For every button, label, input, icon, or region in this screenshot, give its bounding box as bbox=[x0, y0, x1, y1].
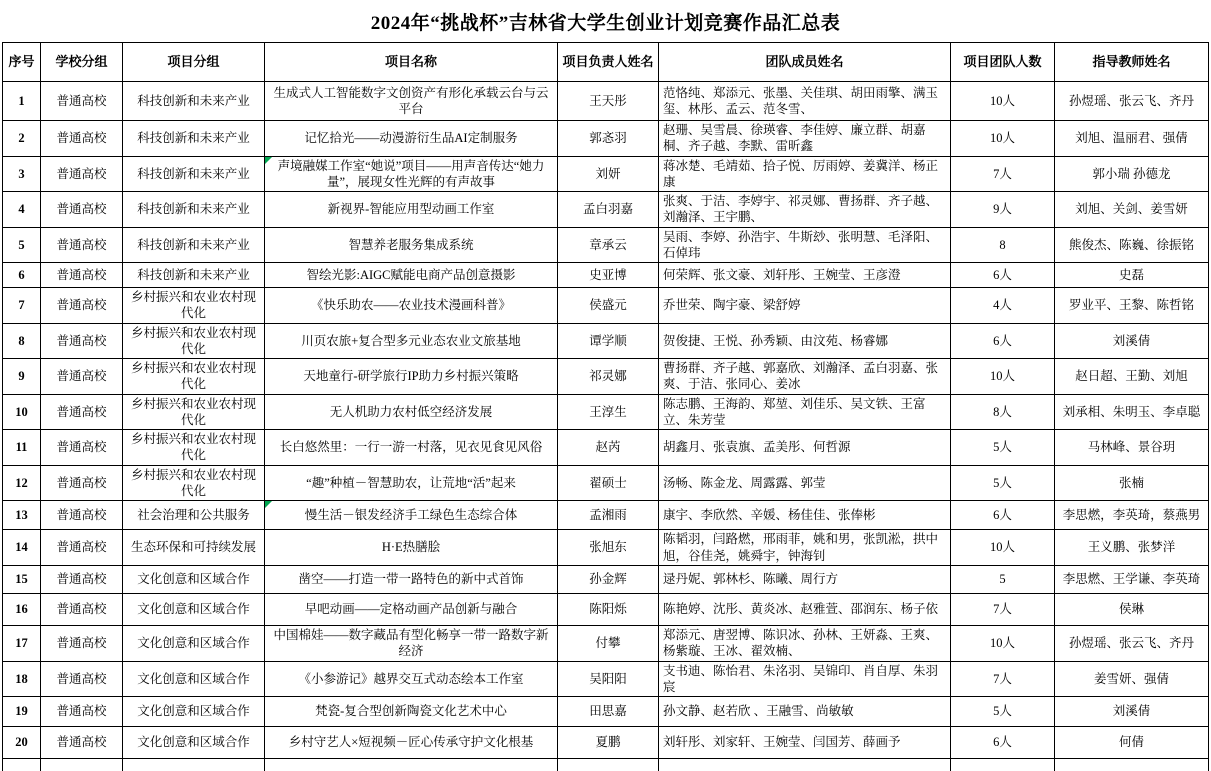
cell-leader-name: 吴阳阳 bbox=[558, 661, 659, 697]
cell-team-members: 何荣辉、张文豪、刘轩彤、王婉莹、王彦澄 bbox=[659, 263, 951, 288]
cell-team-size: 10人 bbox=[951, 530, 1055, 566]
cell-team-size: 4人 bbox=[951, 288, 1055, 324]
cell-project-group: 乡村振兴和农业农村现代化 bbox=[123, 288, 265, 324]
cell-project-name: 无人机助力农村低空经济发展 bbox=[265, 394, 558, 430]
cell-project-group: 乡村振兴和农业农村现代化 bbox=[123, 465, 265, 501]
table-row bbox=[3, 430, 1209, 466]
cell-project-name: 生成式人工智能数字文创资产有形化承载云台与云平台 bbox=[265, 82, 558, 121]
cell-project-group: 文化创意和区域合作 bbox=[123, 697, 265, 727]
cell-advisor-names: 赵日超、王勤、刘旭 bbox=[1055, 359, 1209, 395]
cell-team-size: 6人 bbox=[951, 501, 1055, 530]
cell-project-name: 智绘光影:AIGC赋能电商产品创意摄影 bbox=[265, 263, 558, 288]
cell-project-name: 《快乐助农——农业技术漫画科普》 bbox=[265, 288, 558, 324]
cell-leader-name: 付攀 bbox=[558, 626, 659, 662]
cell-serial: 1 bbox=[3, 82, 41, 121]
column-header-advisor-names: 指导教师姓名 bbox=[1055, 43, 1209, 82]
cell-leader-name: 郭忞羽 bbox=[558, 121, 659, 157]
cell-advisor-names: 张楠 bbox=[1055, 465, 1209, 501]
cell-leader-name: 祁灵娜 bbox=[558, 359, 659, 395]
empty-cell bbox=[558, 759, 659, 771]
cell-leader-name: 赵芮 bbox=[558, 430, 659, 466]
cell-advisor-names: 刘旭、温丽君、强倩 bbox=[1055, 121, 1209, 157]
cell-team-size: 5 bbox=[951, 566, 1055, 594]
cell-school-group: 普通高校 bbox=[41, 192, 123, 228]
empty-cell bbox=[265, 759, 558, 771]
cell-team-size: 7人 bbox=[951, 661, 1055, 697]
cell-school-group: 普通高校 bbox=[41, 323, 123, 359]
cell-serial: 11 bbox=[3, 430, 41, 466]
cell-serial: 17 bbox=[3, 626, 41, 662]
cell-school-group: 普通高校 bbox=[41, 359, 123, 395]
cell-school-group: 普通高校 bbox=[41, 697, 123, 727]
column-header-team-members: 团队成员姓名 bbox=[659, 43, 951, 82]
cell-leader-name: 史亚博 bbox=[558, 263, 659, 288]
cell-leader-name: 陈阳烁 bbox=[558, 594, 659, 626]
empty-cell bbox=[659, 759, 951, 771]
cell-error-indicator-icon bbox=[265, 157, 272, 164]
cell-project-name: 智慧养老服务集成系统 bbox=[265, 227, 558, 263]
cell-project-name: 声境融媒工作室“她说”项目——用声音传达“她力量”，展现女性光辉的有声故事 bbox=[265, 156, 558, 192]
cell-project-name: 天地童行-研学旅行IP助力乡村振兴策略 bbox=[265, 359, 558, 395]
cell-team-members: 陈韬羽，闫路燃，邢雨菲，姚和男，张凯淞，拱中旭，谷佳尧，姚舜宇，钟海钊 bbox=[659, 530, 951, 566]
cell-project-name: “趣”种植－智慧助农，让荒地“活”起来 bbox=[265, 465, 558, 501]
cell-project-name: 梵瓷-复合型创新陶瓷文化艺术中心 bbox=[265, 697, 558, 727]
table-row bbox=[3, 288, 1209, 324]
column-header-serial: 序号 bbox=[3, 43, 41, 82]
cell-team-members: 张爽、于洁、李婷宇、祁灵娜、曹扬群、齐子越、刘瀚泽、王宇鹏、 bbox=[659, 192, 951, 228]
cell-team-size: 10人 bbox=[951, 121, 1055, 157]
cell-team-size: 6人 bbox=[951, 323, 1055, 359]
cell-advisor-names: 刘溪倩 bbox=[1055, 697, 1209, 727]
empty-cell bbox=[123, 759, 265, 771]
cell-school-group: 普通高校 bbox=[41, 288, 123, 324]
cell-advisor-names: 孙煜瑶、张云飞、齐丹 bbox=[1055, 82, 1209, 121]
cell-project-group: 文化创意和区域合作 bbox=[123, 566, 265, 594]
cell-project-group: 乡村振兴和农业农村现代化 bbox=[123, 323, 265, 359]
table-row bbox=[3, 465, 1209, 501]
cell-team-size: 5人 bbox=[951, 697, 1055, 727]
cell-team-members: 吴雨、李婷、孙浩宇、牛斯玅、张明慧、毛泽阳、石倬玮 bbox=[659, 227, 951, 263]
cell-team-size: 7人 bbox=[951, 156, 1055, 192]
cell-team-members: 孙文静、赵若欣 、王融雪、尚敏敏 bbox=[659, 697, 951, 727]
cell-serial: 4 bbox=[3, 192, 41, 228]
table-row bbox=[3, 727, 1209, 759]
cell-project-group: 文化创意和区域合作 bbox=[123, 594, 265, 626]
cell-serial: 3 bbox=[3, 156, 41, 192]
cell-team-members: 蒋冰楚、毛靖茹、拾子悦、厉雨婷、姜冀洋、杨正康 bbox=[659, 156, 951, 192]
cell-leader-name: 张旭东 bbox=[558, 530, 659, 566]
empty-cell bbox=[41, 759, 123, 771]
table-row bbox=[3, 263, 1209, 288]
cell-serial: 8 bbox=[3, 323, 41, 359]
cell-serial: 6 bbox=[3, 263, 41, 288]
cell-team-size: 10人 bbox=[951, 82, 1055, 121]
cell-team-size: 9人 bbox=[951, 192, 1055, 228]
cell-team-members: 康宇、李欣然、辛媛、杨佳佳、张俸彬 bbox=[659, 501, 951, 530]
cell-team-size: 5人 bbox=[951, 465, 1055, 501]
cell-project-group: 文化创意和区域合作 bbox=[123, 661, 265, 697]
table-row bbox=[3, 227, 1209, 263]
cell-advisor-names: 刘旭、关剑、姜雪妍 bbox=[1055, 192, 1209, 228]
cell-school-group: 普通高校 bbox=[41, 530, 123, 566]
cell-project-name: 长白悠然里：一行一游一村落，见衣见食见风俗 bbox=[265, 430, 558, 466]
column-header-project-group: 项目分组 bbox=[123, 43, 265, 82]
table-row bbox=[3, 661, 1209, 697]
empty-cell bbox=[951, 759, 1055, 771]
cell-advisor-names: 刘溪倩 bbox=[1055, 323, 1209, 359]
cell-school-group: 普通高校 bbox=[41, 465, 123, 501]
cell-advisor-names: 李思燃、王学谦、李英琦 bbox=[1055, 566, 1209, 594]
table-row bbox=[3, 566, 1209, 594]
cell-project-name: H·E热膳脍 bbox=[265, 530, 558, 566]
cell-team-members: 逯丹妮、郭林杉、陈曦、周行方 bbox=[659, 566, 951, 594]
cell-serial: 2 bbox=[3, 121, 41, 157]
cell-school-group: 普通高校 bbox=[41, 394, 123, 430]
table-row bbox=[3, 530, 1209, 566]
cell-leader-name: 翟硕士 bbox=[558, 465, 659, 501]
cell-advisor-names: 王义鹏、张梦洋 bbox=[1055, 530, 1209, 566]
cell-leader-name: 刘妍 bbox=[558, 156, 659, 192]
cell-advisor-names: 李思燃，李英琦，蔡燕男 bbox=[1055, 501, 1209, 530]
cell-project-name: 新视界-智能应用型动画工作室 bbox=[265, 192, 558, 228]
cell-project-group: 科技创新和未来产业 bbox=[123, 192, 265, 228]
cell-error-indicator-icon bbox=[265, 501, 272, 508]
cell-advisor-names: 熊俊杰、陈巍、徐振铭 bbox=[1055, 227, 1209, 263]
cell-leader-name: 孟湘雨 bbox=[558, 501, 659, 530]
cell-project-group: 乡村振兴和农业农村现代化 bbox=[123, 359, 265, 395]
cell-advisor-names: 史磊 bbox=[1055, 263, 1209, 288]
cell-leader-name: 侯盛元 bbox=[558, 288, 659, 324]
cell-team-members: 郑添元、唐翌博、陈识冰、孙林、王妍淼、王爽、杨紫璇、王冰、翟效楠、 bbox=[659, 626, 951, 662]
cell-project-group: 科技创新和未来产业 bbox=[123, 121, 265, 157]
cell-school-group: 普通高校 bbox=[41, 566, 123, 594]
cell-serial: 16 bbox=[3, 594, 41, 626]
table-row bbox=[3, 323, 1209, 359]
cell-leader-name: 孙金辉 bbox=[558, 566, 659, 594]
cell-advisor-names: 何倩 bbox=[1055, 727, 1209, 759]
cell-leader-name: 夏鹏 bbox=[558, 727, 659, 759]
cell-serial: 10 bbox=[3, 394, 41, 430]
cell-advisor-names: 孙煜瑶、张云飞、齐丹 bbox=[1055, 626, 1209, 662]
cell-leader-name: 田思嘉 bbox=[558, 697, 659, 727]
cell-team-size: 5人 bbox=[951, 430, 1055, 466]
cell-school-group: 普通高校 bbox=[41, 156, 123, 192]
cell-school-group: 普通高校 bbox=[41, 626, 123, 662]
cell-leader-name: 王淳生 bbox=[558, 394, 659, 430]
cell-serial: 5 bbox=[3, 227, 41, 263]
cell-team-size: 6人 bbox=[951, 263, 1055, 288]
cell-team-size: 8 bbox=[951, 227, 1055, 263]
cell-serial: 20 bbox=[3, 727, 41, 759]
cell-team-members: 陈艳婷、沈彤、黄炎冰、赵雅萱、邵润东、杨子依 bbox=[659, 594, 951, 626]
table-row bbox=[3, 192, 1209, 228]
cell-project-group: 文化创意和区域合作 bbox=[123, 626, 265, 662]
cell-team-members: 陈志鹏、王海韵、郑堃、刘佳乐、吴文铁、王富立、朱芳莹 bbox=[659, 394, 951, 430]
cell-project-group: 乡村振兴和农业农村现代化 bbox=[123, 394, 265, 430]
cell-team-members: 刘轩彤、刘家轩、王婉莹、闫国芳、薛画予 bbox=[659, 727, 951, 759]
cell-project-name: 凿空——打造一带一路特色的新中式首饰 bbox=[265, 566, 558, 594]
cell-project-group: 科技创新和未来产业 bbox=[123, 82, 265, 121]
cell-project-group: 乡村振兴和农业农村现代化 bbox=[123, 430, 265, 466]
cell-leader-name: 孟白羽嘉 bbox=[558, 192, 659, 228]
summary-table bbox=[2, 42, 1209, 771]
cell-leader-name: 章承云 bbox=[558, 227, 659, 263]
cell-team-members: 赵珊、吴雪晨、徐瑛睿、李佳婷、廉立群、胡嘉桐、齐子越、李默、雷昕鑫 bbox=[659, 121, 951, 157]
cell-team-members: 乔世荣、陶宇豪、梁舒婷 bbox=[659, 288, 951, 324]
cell-serial: 12 bbox=[3, 465, 41, 501]
cell-leader-name: 谭学顺 bbox=[558, 323, 659, 359]
cell-serial: 7 bbox=[3, 288, 41, 324]
cell-advisor-names: 罗业平、王黎、陈哲铭 bbox=[1055, 288, 1209, 324]
cell-school-group: 普通高校 bbox=[41, 727, 123, 759]
cell-school-group: 普通高校 bbox=[41, 82, 123, 121]
cell-school-group: 普通高校 bbox=[41, 263, 123, 288]
cell-project-name: 川页农旅+复合型多元业态农业文旅基地 bbox=[265, 323, 558, 359]
cell-team-size: 8人 bbox=[951, 394, 1055, 430]
cell-serial: 9 bbox=[3, 359, 41, 395]
cell-serial: 18 bbox=[3, 661, 41, 697]
partial-row bbox=[3, 759, 1209, 771]
table-row bbox=[3, 501, 1209, 530]
header-row bbox=[3, 43, 1209, 82]
cell-serial: 19 bbox=[3, 697, 41, 727]
cell-school-group: 普通高校 bbox=[41, 121, 123, 157]
cell-advisor-names: 郭小瑞 孙德龙 bbox=[1055, 156, 1209, 192]
cell-school-group: 普通高校 bbox=[41, 661, 123, 697]
cell-project-name: 中国棉娃——数字藏品有型化畅享一带一路数字新经济 bbox=[265, 626, 558, 662]
cell-advisor-names: 侯琳 bbox=[1055, 594, 1209, 626]
cell-team-members: 范恪纯、郑添元、张墨、关佳琪、胡田雨擎、满玉玺、林彤、孟云、范冬雪、 bbox=[659, 82, 951, 121]
cell-team-members: 汤畅、陈金龙、周露露、郭莹 bbox=[659, 465, 951, 501]
cell-team-size: 10人 bbox=[951, 359, 1055, 395]
table-row bbox=[3, 359, 1209, 395]
cell-project-name: 《小参游记》越界交互式动态绘本工作室 bbox=[265, 661, 558, 697]
cell-advisor-names: 刘承相、朱明玉、李卓聪 bbox=[1055, 394, 1209, 430]
table-row bbox=[3, 697, 1209, 727]
table-row bbox=[3, 594, 1209, 626]
cell-team-size: 10人 bbox=[951, 626, 1055, 662]
cell-team-size: 6人 bbox=[951, 727, 1055, 759]
cell-project-group: 文化创意和区域合作 bbox=[123, 727, 265, 759]
cell-project-group: 科技创新和未来产业 bbox=[123, 263, 265, 288]
cell-project-name: 乡村守艺人×短视频－匠心传承守护文化根基 bbox=[265, 727, 558, 759]
cell-serial: 15 bbox=[3, 566, 41, 594]
cell-serial: 13 bbox=[3, 501, 41, 530]
column-header-project-name: 项目名称 bbox=[265, 43, 558, 82]
column-header-leader-name: 项目负责人姓名 bbox=[558, 43, 659, 82]
table-row bbox=[3, 626, 1209, 662]
column-header-team-size: 项目团队人数 bbox=[951, 43, 1055, 82]
cell-team-members: 贺俊捷、王悦、孙秀颖、由汶苑、杨睿娜 bbox=[659, 323, 951, 359]
cell-team-members: 支书迪、陈怡君、朱洺羽、吴锦印、肖自厚、朱羽宸 bbox=[659, 661, 951, 697]
cell-advisor-names: 姜雪妍、强倩 bbox=[1055, 661, 1209, 697]
cell-project-group: 科技创新和未来产业 bbox=[123, 156, 265, 192]
cell-project-group: 社会治理和公共服务 bbox=[123, 501, 265, 530]
cell-project-group: 科技创新和未来产业 bbox=[123, 227, 265, 263]
cell-team-members: 曹扬群、齐子越、郭嘉欣、刘瀚泽、孟白羽嘉、张爽、于洁、张同心、姜冰 bbox=[659, 359, 951, 395]
cell-project-name: 早吧动画——定格动画产品创新与融合 bbox=[265, 594, 558, 626]
cell-project-group: 生态环保和可持续发展 bbox=[123, 530, 265, 566]
table-row bbox=[3, 156, 1209, 192]
cell-project-name: 慢生活－银发经济手工绿色生态综合体 bbox=[265, 501, 558, 530]
cell-school-group: 普通高校 bbox=[41, 227, 123, 263]
cell-project-name: 记忆拾光——动漫游衍生品AI定制服务 bbox=[265, 121, 558, 157]
column-header-school-group: 学校分组 bbox=[41, 43, 123, 82]
table-row bbox=[3, 82, 1209, 121]
cell-school-group: 普通高校 bbox=[41, 594, 123, 626]
cell-leader-name: 王天彤 bbox=[558, 82, 659, 121]
empty-cell bbox=[3, 759, 41, 771]
table-row bbox=[3, 121, 1209, 157]
page-title: 2024年“挑战杯”吉林省大学生创业计划竞赛作品汇总表 bbox=[370, 12, 841, 34]
cell-team-members: 胡鑫月、张袁旗、孟美彤、何哲源 bbox=[659, 430, 951, 466]
cell-school-group: 普通高校 bbox=[41, 430, 123, 466]
empty-cell bbox=[1055, 759, 1209, 771]
cell-serial: 14 bbox=[3, 530, 41, 566]
cell-school-group: 普通高校 bbox=[41, 501, 123, 530]
cell-advisor-names: 马林峰、景谷玥 bbox=[1055, 430, 1209, 466]
cell-team-size: 7人 bbox=[951, 594, 1055, 626]
table-row bbox=[3, 394, 1209, 430]
